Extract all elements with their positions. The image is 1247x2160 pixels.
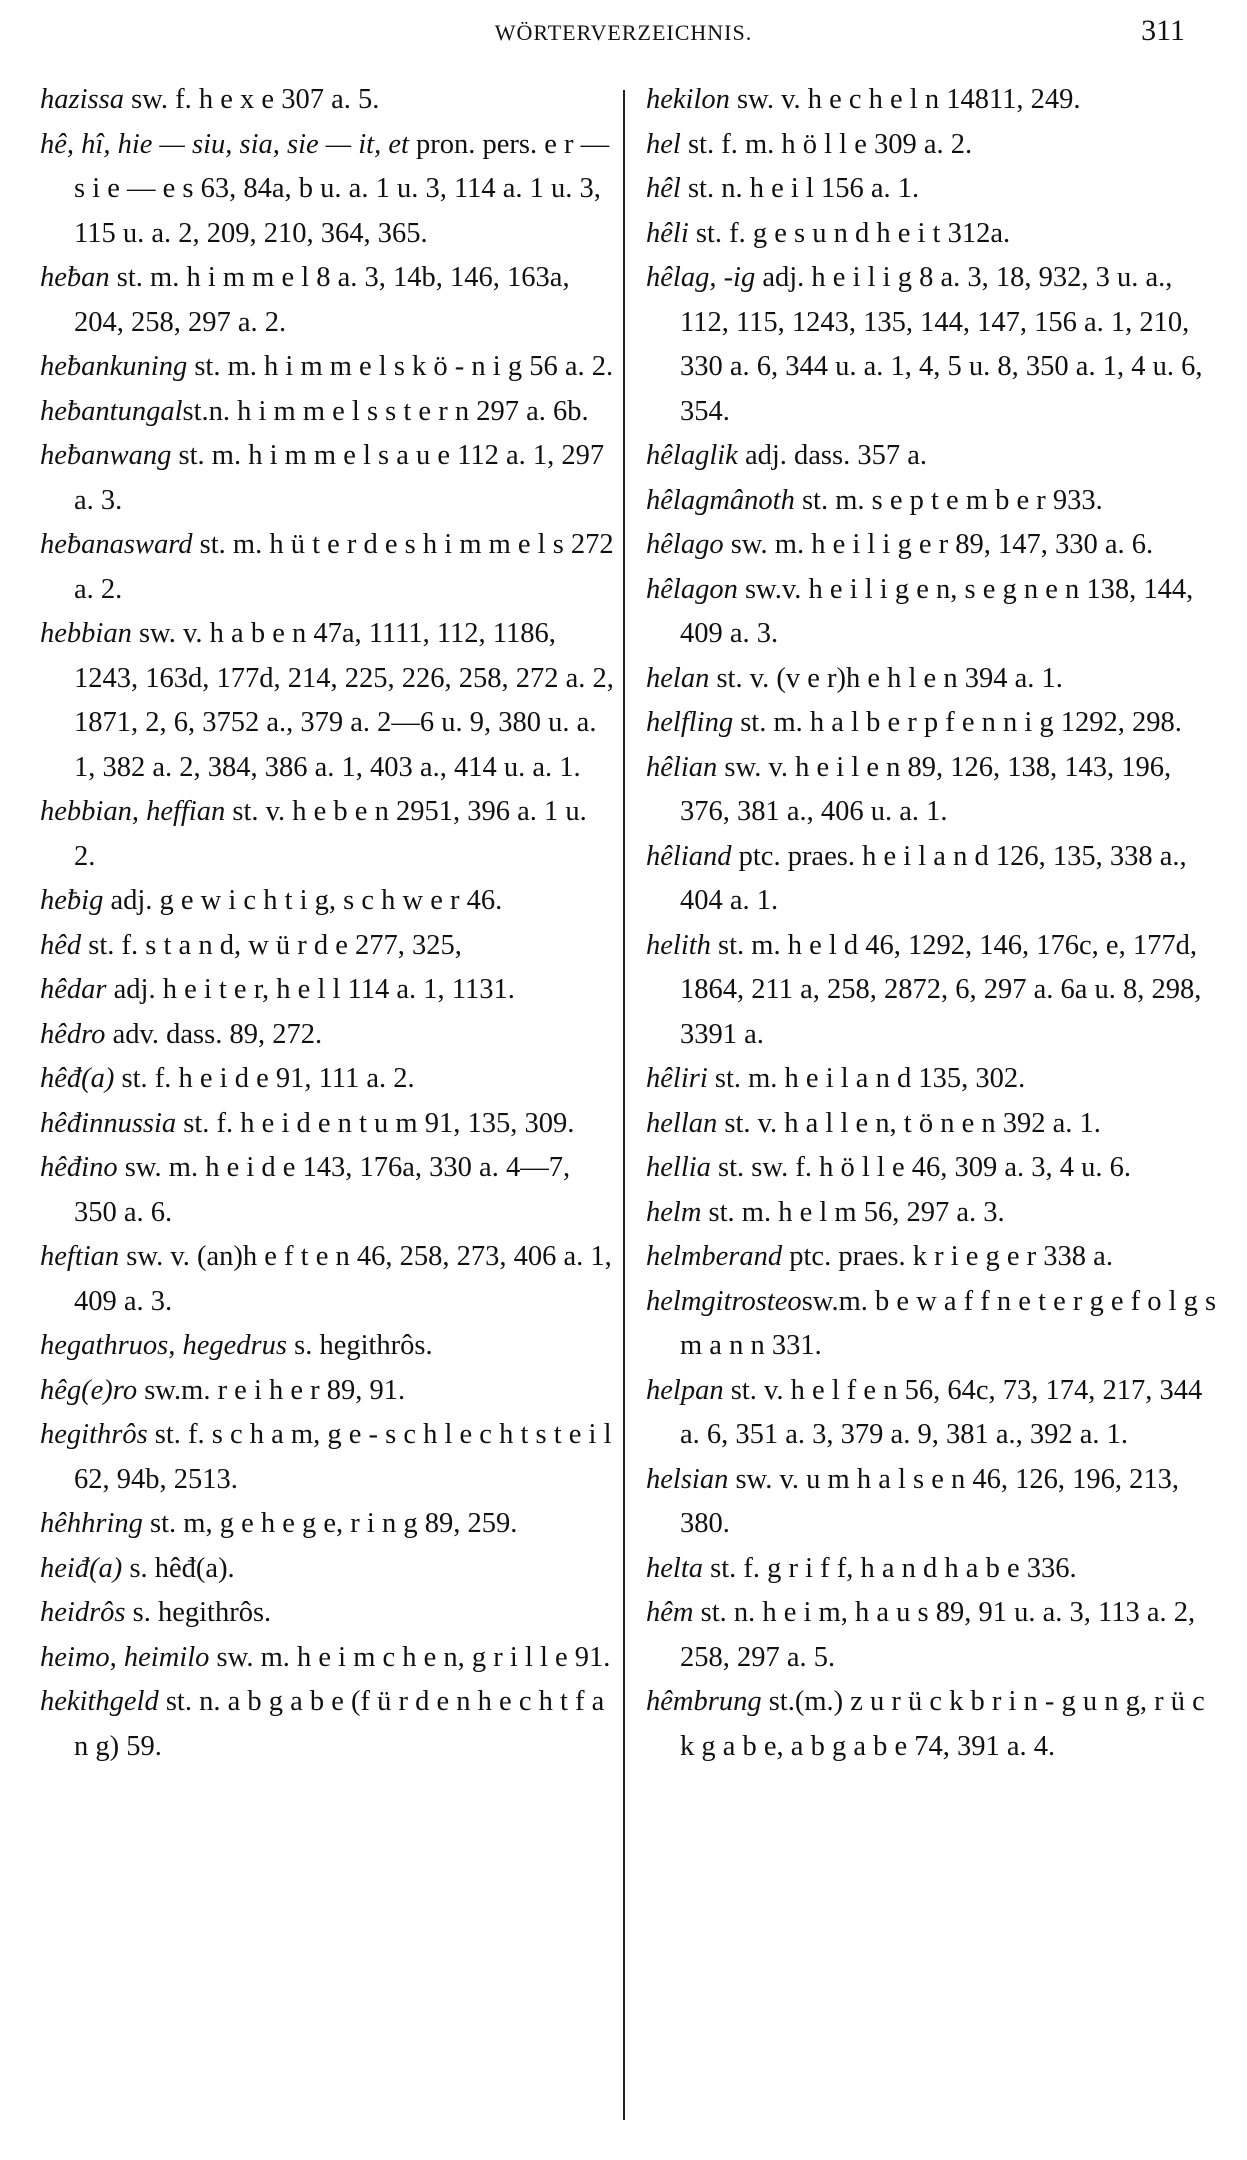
headword: hêlago <box>646 529 724 560</box>
entry-text: st. f. h e i d e n t u m 91, 135, 309. <box>176 1107 575 1139</box>
headword: helmgitrosteo <box>646 1285 802 1317</box>
headword: heƀantungal <box>40 395 183 427</box>
headword: hêlaglik <box>646 440 738 471</box>
entry-text: st. m. h ü t e r d e s h i m m e l s 272 a. 2. <box>74 529 614 605</box>
dictionary-entry <box>40 390 615 435</box>
dictionary-entry <box>40 1413 615 1502</box>
headword: helfling <box>646 707 734 738</box>
entry-text: adv. dass. 89, 272. <box>105 1018 323 1050</box>
entry-text: st. m. h i m m e l s a u e 112 a. 1, 297 a. 3. <box>74 440 605 516</box>
headword: hekithgeld <box>40 1686 159 1717</box>
headword: hekilon <box>646 84 730 115</box>
headword: hêd <box>40 929 82 961</box>
entry-text: pron. pers. e r — s i e — e s 63, 84a, b u. a. 1 u. 3, 114 a. 1 u. 3, 115 u. a. 2, 209, 210, 364, 365. <box>74 128 610 249</box>
entry-text: sw. v. (an)h e f t e n 46, 258, 273, 406 a. 1, 409 a. 3. <box>74 1241 612 1317</box>
entry-text: sw. v. u m h a l s e n 46, 126, 196, 213, 380. <box>680 1463 1180 1539</box>
dictionary-entry <box>40 1146 615 1235</box>
entry-text: ptc. praes. h e i l a n d 126, 135, 338 a., 404 a. 1. <box>680 840 1187 916</box>
dictionary-entry <box>646 1146 1221 1191</box>
headword: hêđino <box>40 1152 118 1183</box>
headword: hêliri <box>646 1063 708 1094</box>
headword: helmberand <box>646 1241 783 1272</box>
headword: hêhhring <box>40 1508 143 1539</box>
dictionary-entry <box>646 1591 1221 1680</box>
headword: hêlagon <box>646 573 738 605</box>
headword: heƀan <box>40 262 110 293</box>
entry-text: sw. v. h e i l e n 89, 126, 138, 143, 196, 376, 381 a., 406 u. a. 1. <box>680 751 1172 827</box>
entry-text: st. m. h e i l a n d 135, 302. <box>707 1063 1026 1094</box>
entry-text: st. f. g e s u n d h e i t 312a. <box>688 217 1011 249</box>
column-rule <box>623 90 625 2120</box>
entry-text: st. v. (v e r)h e h l e n 394 a. 1. <box>709 662 1063 694</box>
entry-text: ptc. praes. k r i e g e r 338 a. <box>782 1241 1113 1272</box>
dictionary-entry <box>40 790 615 879</box>
entry-text: adj. h e i l i g 8 a. 3, 18, 932, 3 u. a., 112, 115, 1243, 135, 144, 147, 156 a. 1, 210, 330 a. 6, 344 u. a. 1, 4, 5 u. 8, 350 a. 1, 4 u. 6, 354. <box>680 262 1203 427</box>
headword: heiđ(a) <box>40 1552 123 1584</box>
dictionary-entry <box>40 1235 615 1324</box>
headword: heidrôs <box>40 1597 126 1628</box>
headword: hellia <box>646 1152 711 1183</box>
headword: helith <box>646 929 711 961</box>
headword: heƀankuning <box>40 351 188 382</box>
dictionary-entry <box>646 78 1221 123</box>
headword: hêđinnussia <box>40 1107 177 1139</box>
entry-text: s. hegithrôs. <box>286 1330 433 1361</box>
dictionary-entry <box>646 212 1221 257</box>
dictionary-entry <box>646 1102 1221 1147</box>
entry-text: adj. h e i t e r, h e l l 114 a. 1, 1131. <box>106 974 515 1005</box>
running-head: WÖRTERVERZEICHNIS. <box>494 20 753 45</box>
entry-text: st. f. s t a n d, w ü r d e 277, 325, <box>81 929 462 961</box>
headword: hêdro <box>40 1018 106 1050</box>
dictionary-entry <box>646 256 1221 434</box>
headword: hegathruos, hegedrus <box>40 1330 287 1361</box>
headword: hazissa <box>40 84 124 115</box>
headword: hêg(e)ro <box>40 1374 138 1406</box>
dictionary-entry <box>646 1235 1221 1280</box>
entry-text: st.n. h i m m e l s s t e r n 297 a. 6b. <box>182 395 589 427</box>
dictionary-entry <box>646 657 1221 702</box>
dictionary-entry <box>646 167 1221 212</box>
dictionary-entry <box>40 434 615 523</box>
dictionary-entry <box>40 1057 615 1102</box>
entry-text: st. m. s e p t e m b e r 933. <box>794 484 1103 516</box>
entry-text: sw. v. h e c h e l n 14811, 249. <box>729 84 1081 115</box>
dictionary-entry <box>646 1458 1221 1547</box>
entry-text: st. v. h e l f e n 56, 64c, 73, 174, 217, 344 a. 6, 351 a. 3, 379 a. 9, 381 a., 392 a. 1. <box>680 1374 1203 1450</box>
headword: heƀanasward <box>40 529 193 560</box>
dictionary-entry <box>40 924 615 969</box>
headword: hêli <box>646 217 689 249</box>
dictionary-entry <box>646 479 1221 524</box>
dictionary-entry <box>40 345 615 390</box>
entry-text: sw. f. h e x e 307 a. 5. <box>123 84 380 115</box>
entry-text: sw.v. h e i l i g e n, s e g n e n 138, 144, 409 a. 3. <box>680 573 1194 649</box>
headword: heƀanwang <box>40 440 172 471</box>
headword: hêmbrung <box>646 1686 762 1717</box>
headword: hêliand <box>646 840 732 872</box>
dictionary-entry <box>40 1324 615 1369</box>
entry-text: st. m. h e l m 56, 297 a. 3. <box>701 1196 1005 1228</box>
headword: hellan <box>646 1107 718 1139</box>
entry-text: st. v. h a l l e n, t ö n e n 392 a. 1. <box>717 1107 1101 1139</box>
entry-text: st. f. m. h ö l l e 309 a. 2. <box>680 128 973 160</box>
entry-text: sw.m. b e w a f f n e t e r g e f o l g s m a n n 331. <box>680 1285 1217 1361</box>
entry-text: st. f. g r i f f, h a n d h a b e 336. <box>703 1552 1077 1584</box>
headword: heftian <box>40 1241 120 1272</box>
left-column <box>40 78 615 1769</box>
dictionary-entry <box>40 78 615 123</box>
entry-text: st. m. h e l d 46, 1292, 146, 176c, e, 177d, 1864, 211 a, 258, 2872, 6, 297 a. 6a u. 8, 298, 3391 a. <box>680 929 1202 1050</box>
headword: helan <box>646 662 710 694</box>
entry-text: st. m. h a l b e r p f e n n i g 1292, 298. <box>733 707 1182 738</box>
entry-text: sw. m. h e i m c h e n, g r i l l e 91. <box>209 1641 611 1673</box>
headword: hêlian <box>646 751 718 783</box>
dictionary-entry <box>40 968 615 1013</box>
entry-text: s. hêđ(a). <box>122 1552 235 1584</box>
entry-text: sw. v. h a b e n 47a, 1111, 112, 1186, 1243, 163d, 177d, 214, 225, 226, 258, 272 a. 2, 1871, 2, 6, 3752 a., 379 a. 2—6 u. 9, 380 u. a. 1, 382 a. 2, 384, 386 a. 1, 403 a., 414 u. a. 1. <box>74 618 614 783</box>
dictionary-entry <box>40 1013 615 1058</box>
entry-text: st. m, g e h e g e, r i n g 89, 259. <box>142 1508 518 1539</box>
dictionary-entry <box>646 123 1221 168</box>
entry-text: sw. m. h e i d e 143, 176a, 330 a. 4—7, 350 a. 6. <box>74 1152 571 1228</box>
headword: hê, hî, hie — siu, sia, sie — it, et <box>40 128 409 160</box>
headword: hebbian <box>40 618 132 649</box>
dictionary-entry <box>646 523 1221 568</box>
headword: helsian <box>646 1463 729 1495</box>
headword: hêlagmânoth <box>646 484 795 516</box>
headword: hegithrôs <box>40 1419 148 1450</box>
dictionary-entry <box>646 1280 1221 1369</box>
entry-text: st. v. h e b e n 2951, 396 a. 1 u. 2. <box>74 796 587 872</box>
dictionary-entry <box>646 1369 1221 1458</box>
headword: hêl <box>646 173 681 204</box>
dictionary-entry <box>646 924 1221 1058</box>
dictionary-entry <box>40 879 615 924</box>
headword: hêdar <box>40 974 107 1005</box>
dictionary-entry <box>646 568 1221 657</box>
dictionary-entry <box>40 1102 615 1147</box>
headword: heƀig <box>40 885 104 916</box>
headword: hel <box>646 128 681 160</box>
headword: heimo, heimilo <box>40 1641 210 1673</box>
page-header <box>40 6 1207 66</box>
entry-text: st. m. h i m m e l s k ö - n i g 56 a. 2. <box>187 351 614 382</box>
dictionary-entry <box>40 123 615 257</box>
entry-text: st. f. h e i d e 91, 111 a. 2. <box>114 1063 415 1094</box>
dictionary-entry <box>40 1502 615 1547</box>
dictionary-entry <box>646 1057 1221 1102</box>
dictionary-entry <box>40 1591 615 1636</box>
headword: hêđ(a) <box>40 1063 115 1094</box>
headword: helm <box>646 1196 702 1228</box>
headword: helpan <box>646 1374 724 1406</box>
dictionary-entry <box>40 256 615 345</box>
headword: helta <box>646 1552 703 1584</box>
entry-text: st.(m.) z u r ü c k b r i n - g u n g, r ü c k g a b e, a b g a b e 74, 391 a. 4. <box>680 1686 1205 1762</box>
dictionary-entry <box>646 835 1221 924</box>
entry-text: sw. m. h e i l i g e r 89, 147, 330 a. 6. <box>723 529 1154 560</box>
dictionary-entry <box>646 1547 1221 1592</box>
dictionary-entry <box>646 434 1221 479</box>
entry-text: st. sw. f. h ö l l e 46, 309 a. 3, 4 u. 6. <box>710 1152 1131 1183</box>
dictionary-entry <box>646 1191 1221 1236</box>
dictionary-entry <box>646 746 1221 835</box>
right-column <box>646 78 1221 1769</box>
dictionary-entry <box>40 523 615 612</box>
entry-text: adj. g e w i c h t i g, s c h w e r 46. <box>103 885 503 916</box>
dictionary-entry <box>646 701 1221 746</box>
entry-text: sw.m. r e i h e r 89, 91. <box>137 1374 406 1406</box>
entry-text: s. hegithrôs. <box>125 1597 272 1628</box>
headword: hêlag, -ig <box>646 262 756 293</box>
entry-text: st. n. h e i m, h a u s 89, 91 u. a. 3, 113 a. 2, 258, 297 a. 5. <box>680 1597 1196 1673</box>
entry-text: st. n. a b g a b e (f ü r d e n h e c h t f a n g) 59. <box>74 1686 605 1762</box>
dictionary-entry <box>40 1680 615 1769</box>
dictionary-entry <box>40 1547 615 1592</box>
entry-text: adj. dass. 357 a. <box>737 440 927 471</box>
entry-text: st. f. s c h a m, g e - s c h l e c h t s t e i l 62, 94b, 2513. <box>74 1419 612 1495</box>
page-number: 311 <box>1141 14 1185 47</box>
dictionary-entry <box>40 1369 615 1414</box>
entry-text: st. n. h e i l 156 a. 1. <box>680 173 920 204</box>
headword: hêm <box>646 1597 694 1628</box>
dictionary-entry <box>40 1636 615 1681</box>
dictionary-entry <box>40 612 615 790</box>
dictionary-entry <box>646 1680 1221 1769</box>
entry-text: st. m. h i m m e l 8 a. 3, 14b, 146, 163a, 204, 258, 297 a. 2. <box>74 262 570 338</box>
headword: hebbian, heffian <box>40 796 226 827</box>
